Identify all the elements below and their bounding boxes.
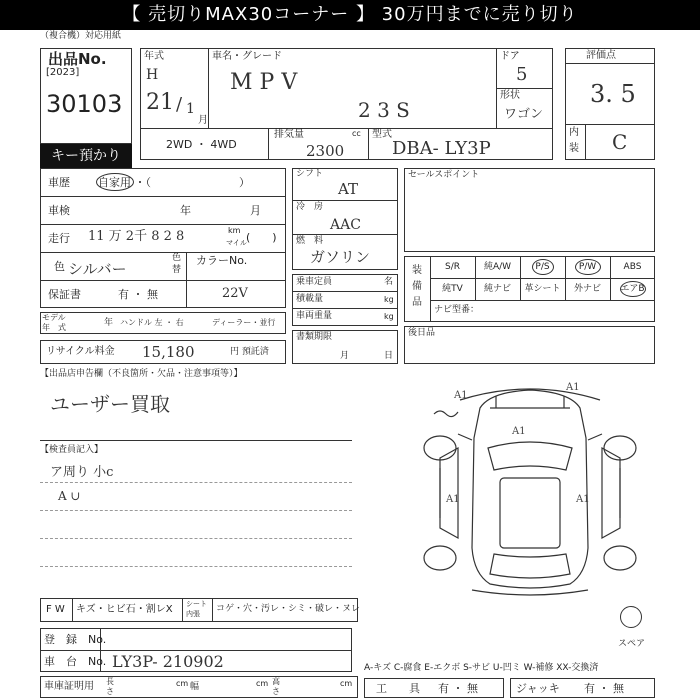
spare-label: スペア — [618, 639, 646, 649]
sheet-note: （複合機）対応用紙 — [40, 31, 122, 41]
mileage-paren: ( ) — [246, 231, 277, 244]
equip-abs: ABS — [623, 262, 642, 272]
height-cm: cm — [340, 679, 353, 688]
width-label: 幅 — [190, 682, 200, 692]
shift-label: シフト — [296, 169, 324, 179]
color-change-1: 色 — [172, 253, 182, 263]
damage-code-legend: A-キズ C-腐食 E-エクボ S-サビ U-凹ミ W-補修 XX-交換済 — [364, 663, 599, 673]
fuel-label: 燃 料 — [296, 236, 324, 246]
seller-notes-text: ユーザー買取 — [50, 392, 170, 416]
month-unit: 月 — [198, 115, 208, 126]
damage-mark-left-side: A1 — [446, 494, 460, 505]
mileage-value: 11 万 2千 8 2 8 — [88, 229, 185, 244]
height-label-2: さ — [272, 687, 280, 696]
inspector-line-2: A ∪ — [58, 489, 81, 503]
rear-items-label: 後日品 — [408, 328, 436, 338]
fuel-value: ガソリン — [310, 248, 371, 266]
inspector-line-1: ア周り 小c — [50, 465, 114, 480]
jack-value: 有 ・ 無 — [584, 682, 624, 695]
equip-aftermarket-navi: 外ナビ — [573, 284, 601, 294]
color-value: シルバー — [68, 260, 127, 278]
seat-label-1: シート — [186, 600, 207, 608]
banner-title: 【 売切りMAX30コーナー 】 30万円までに売り切り — [0, 0, 700, 30]
reki-label: 車歴 — [48, 176, 70, 189]
year-label: 年式 — [144, 51, 164, 62]
model-label: 型式 — [372, 129, 392, 140]
seat-label-2: 内張 — [186, 610, 200, 618]
equip-power-windows: P/W — [578, 262, 597, 272]
color-label: 色 — [54, 260, 65, 273]
rear-items-box — [404, 326, 655, 364]
equip-label-3: 品 — [412, 297, 422, 308]
seat-items: コゲ・穴・汚レ・シミ・破レ・ヌレ — [216, 604, 361, 614]
recycle-unit: 円 預託済 — [230, 347, 269, 357]
ac-label: 冷 房 — [296, 202, 324, 212]
doc-label: 書類期限 — [296, 332, 333, 342]
length-label-1: 長 — [106, 677, 114, 686]
load-unit: kg — [384, 295, 394, 304]
handle-label: ハンドル 左 ・ 右 — [120, 318, 184, 327]
shape-label: 形状 — [500, 90, 520, 101]
sales-point-box — [404, 168, 655, 252]
fw-items: キズ・ヒビ石・割レX — [76, 604, 173, 615]
key-label: キー預かり — [40, 144, 132, 168]
shaken-year-unit: 年 — [180, 204, 191, 217]
lot-label: 出品No. — [48, 50, 107, 68]
load-label: 積載量 — [296, 294, 324, 304]
shape-value: ワゴン — [504, 107, 544, 122]
spare-tire-icon — [620, 606, 642, 628]
lot-number: 30103 — [46, 90, 123, 118]
chassis-label: 車 台 No. — [44, 655, 107, 668]
jack-label: ジャッキ — [516, 682, 560, 695]
drive-label: 2WD ・ 4WD — [166, 138, 237, 151]
grade-value: 2 3 S — [358, 98, 410, 122]
equip-alloy-wheels: 純A/W — [483, 262, 512, 272]
pw-circle — [575, 259, 601, 275]
equip-label-2: 備 — [412, 281, 422, 292]
equip-airbag: エアB — [620, 284, 645, 294]
mileage-unit-mile: マイル — [226, 239, 247, 247]
score-label: 評価点 — [586, 50, 616, 61]
model-value: DBA- LY3P — [392, 138, 491, 159]
mileage-label: 走行 — [48, 232, 70, 245]
mileage-unit-km: km — [228, 226, 241, 235]
color-change-2: 替 — [172, 265, 182, 275]
year-tag: [2023] — [46, 67, 80, 78]
length-cm: cm — [176, 679, 189, 688]
length-label-2: さ — [106, 687, 114, 696]
damage-mark-hood: A1 — [512, 426, 526, 437]
displacement-label: 排気量 — [274, 129, 304, 140]
capacity-unit: 名 — [384, 277, 394, 287]
color-no-value: 22V — [222, 286, 248, 301]
equip-leather: 革シート — [524, 284, 561, 294]
reg-no-label: 登 録 No. — [44, 633, 107, 646]
doc-day: 日 — [384, 351, 394, 361]
era-value: H — [146, 67, 159, 83]
year-month-sep: / — [176, 94, 183, 115]
door-label: ドア — [500, 51, 520, 62]
ac-value: AAC — [330, 217, 361, 233]
model-year-label-2: 年 式 — [42, 323, 66, 332]
private-use-circle — [96, 173, 134, 191]
fw-label: F W — [46, 604, 65, 615]
doc-month: 月 — [340, 351, 350, 361]
damage-mark-right-side: A1 — [576, 494, 590, 505]
recycle-label: リサイクル料金 — [46, 346, 115, 357]
warranty-label: 保証書 — [48, 288, 81, 301]
weight-unit: kg — [384, 312, 394, 321]
model-year-label-1: モデル — [42, 313, 66, 322]
height-label-1: 高 — [272, 677, 280, 686]
width-cm: cm — [256, 679, 269, 688]
tools-label: 工 具 — [376, 682, 420, 695]
month-value: 1 — [186, 101, 195, 117]
equip-power-steering: P/S — [535, 262, 550, 272]
dealer-label: ディーラー・並行 — [212, 318, 276, 327]
equip-sunroof: S/R — [445, 262, 460, 272]
interior-label-1: 内 — [569, 127, 579, 138]
inspector-label: 【検査員記入】 — [40, 445, 104, 455]
chassis-value: LY3P- 210902 — [112, 652, 224, 671]
color-no-label: カラーNo. — [196, 254, 248, 267]
model-year-unit: 年 — [104, 318, 114, 328]
shaken-month-unit: 月 — [250, 204, 261, 217]
garage-cert-label: 車庫証明用 — [44, 681, 94, 692]
navi-model-label: ナビ型番： — [434, 305, 480, 315]
door-value: 5 — [516, 64, 528, 85]
reki-value: 自家用 ・（ ） — [98, 176, 250, 189]
year-value: 21 — [146, 90, 174, 115]
sales-point-label: セールスポイント — [408, 170, 480, 180]
damage-mark-front-left: A1 — [454, 390, 468, 401]
shift-value: AT — [338, 180, 359, 198]
seller-notes-label: 【出品店申告欄（不良箇所・欠品・注意事項等）】 — [40, 369, 243, 379]
weight-label: 車両重量 — [296, 311, 333, 321]
warranty-value: 有 ・ 無 — [118, 288, 158, 301]
ps-circle — [532, 259, 554, 275]
recycle-value: 15,180 — [142, 343, 195, 361]
equip-label-1: 装 — [412, 265, 422, 276]
capacity-label: 乗車定員 — [296, 277, 333, 287]
cc-unit: cc — [352, 129, 361, 138]
equip-tv: 純TV — [442, 284, 463, 294]
shaken-label: 車検 — [48, 204, 70, 217]
interior-value: C — [612, 130, 628, 154]
score-value: 3. 5 — [590, 80, 636, 108]
car-name: M P V — [230, 70, 298, 95]
tools-value: 有 ・ 無 — [438, 682, 478, 695]
equip-navi: 純ナビ — [483, 284, 511, 294]
interior-label-2: 装 — [569, 143, 579, 154]
airbag-circle — [620, 281, 646, 297]
car-diagram — [400, 378, 660, 600]
name-label: 車名・グレード — [212, 51, 282, 62]
displacement-value: 2300 — [306, 142, 345, 160]
damage-mark-front-right: A1 — [566, 382, 580, 393]
